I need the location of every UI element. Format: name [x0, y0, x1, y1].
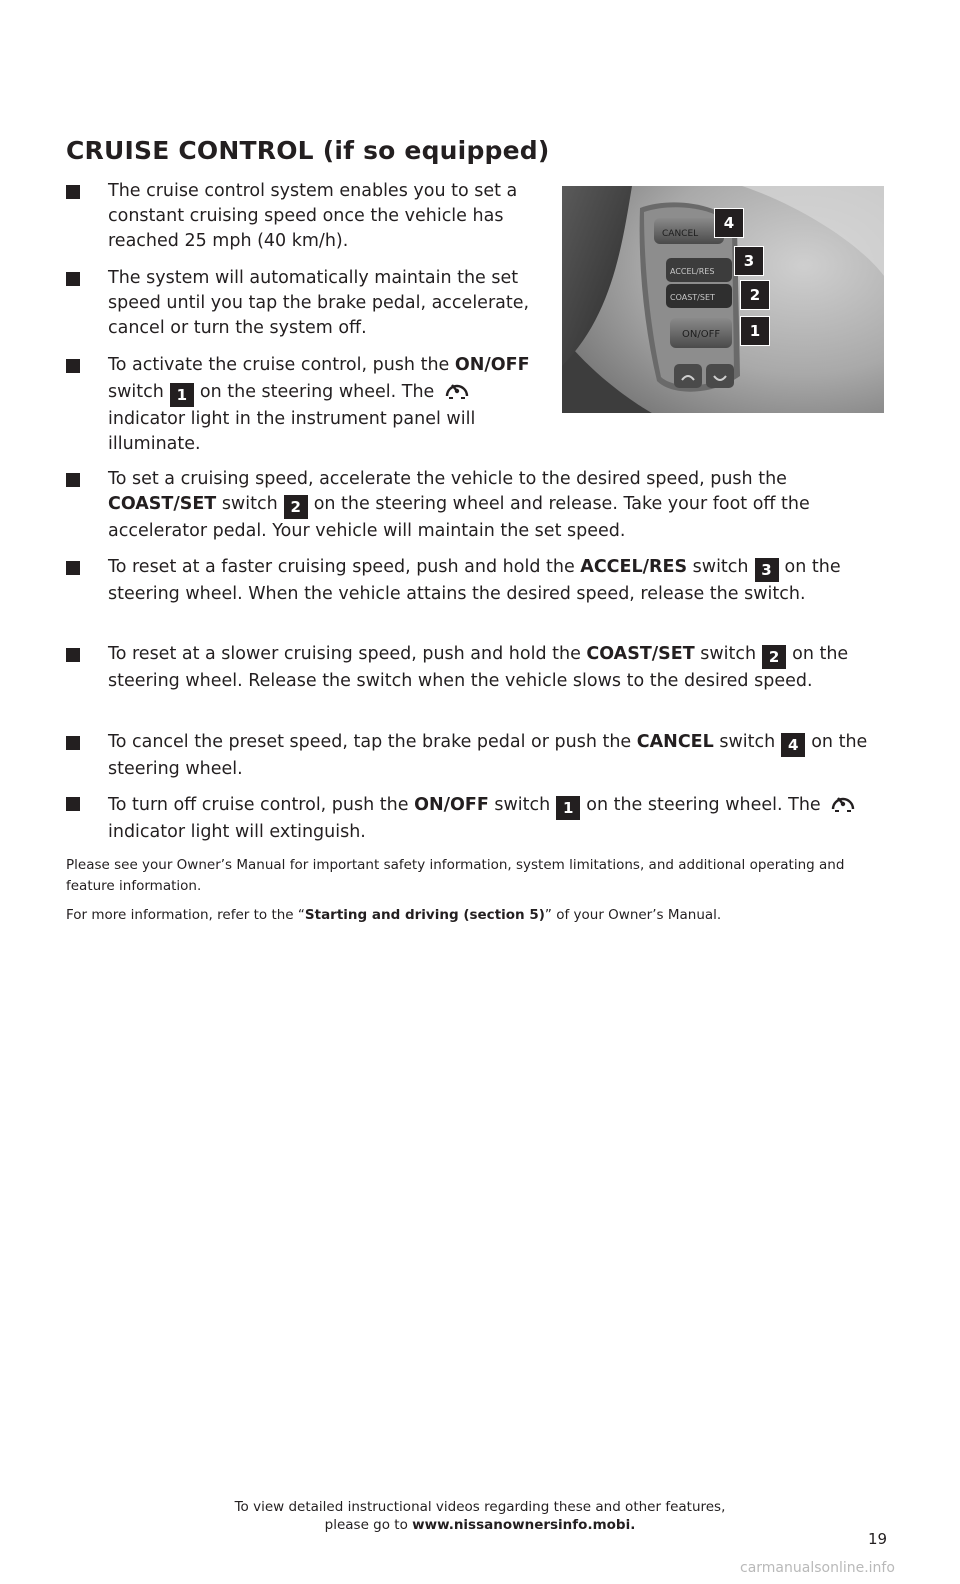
bullet-text: To reset at a faster cruising speed, push and hold the ACCEL/RES switch 3 on the steering wheel. When the vehicle attains the desired speed, release the switch.	[108, 557, 841, 604]
switch-name: ON/OFF	[414, 795, 489, 815]
bullet-square-icon	[66, 797, 80, 811]
on-off-label: ON/OFF	[682, 329, 721, 340]
switch-number-badge: 3	[755, 558, 779, 582]
bullet-item	[66, 266, 546, 341]
bullet-text: To set a cruising speed, accelerate the vehicle to the desired speed, push the COAST/SET switch 2 on the steering wheel and release. Take your foot off the accelerator pedal. Your vehicle will maintain the set speed.	[108, 469, 810, 541]
page-title: CRUISE CONTROL (if so equipped)	[66, 136, 550, 165]
bullet-text: The system will automatically maintain the set speed until you tap the brake pedal, accelerate, cancel or turn the system off.	[108, 268, 530, 338]
bullet-text: To cancel the preset speed, tap the brake pedal or push the CANCEL switch 4 on the steering wheel.	[108, 732, 868, 779]
coast-set-label: COAST/SET	[670, 293, 715, 302]
switch-name: ON/OFF	[454, 355, 530, 375]
switch-number-badge: 2	[284, 495, 308, 519]
callout-4: 4	[714, 208, 744, 238]
bullet-text: To activate the cruise control, push the ON/OFF switch 1 on the steering wheel. The indicator light in the instrument panel will illuminate.	[108, 355, 530, 454]
safety-note: Please see your Owner’s Manual for important safety information, system limitations, and additional operating and feature information.	[66, 857, 845, 894]
steering-wheel-switch-photo	[562, 186, 884, 413]
footer-line-2: please go to www.nissanownersinfo.mobi.	[324, 1517, 636, 1533]
switch-number-badge: 1	[556, 796, 580, 820]
bullet-item	[66, 555, 856, 607]
bullet-item	[66, 642, 856, 694]
switch-name: ACCEL/RES	[580, 557, 688, 577]
page-number: 19	[868, 1530, 888, 1548]
bullet-item	[66, 179, 546, 254]
bullet-square-icon	[66, 561, 80, 575]
callout-3: 3	[734, 246, 764, 276]
accel-res-label: ACCEL/RES	[670, 267, 715, 276]
bullet-item	[66, 353, 546, 457]
bullet-square-icon	[66, 648, 80, 662]
switch-name: CANCEL	[636, 732, 714, 752]
bullet-square-icon	[66, 473, 80, 487]
switch-number-badge: 1	[170, 383, 194, 407]
switch-number-badge: 4	[781, 733, 805, 757]
footer-link[interactable]: www.nissanownersinfo.mobi.	[412, 1517, 636, 1533]
switch-name: COAST/SET	[586, 644, 695, 664]
bullet-square-icon	[66, 272, 80, 286]
bullet-text: The cruise control system enables you to set a constant cruising speed once the vehicle has reached 25 mph (40 km/h).	[108, 181, 518, 251]
cruise-control-indicator-icon	[442, 378, 472, 402]
switch-name: COAST/SET	[108, 494, 217, 514]
bullet-item	[66, 730, 886, 782]
bullet-square-icon	[66, 185, 80, 199]
footer-line-1: To view detailed instructional videos regarding these and other features,	[234, 1499, 726, 1515]
bullet-square-icon	[66, 736, 80, 750]
bullet-item	[66, 791, 886, 845]
bullet-text: To turn off cruise control, push the ON/OFF switch 1 on the steering wheel. The indicator light will extinguish.	[108, 791, 886, 845]
reference-note: For more information, refer to the “Starting and driving (section 5)” of your Owner’s Manual.	[66, 907, 722, 923]
bullet-text: To reset at a slower cruising speed, push and hold the COAST/SET switch 2 on the steering wheel. Release the switch when the vehicle slows to the desired speed.	[108, 644, 849, 691]
callout-2: 2	[740, 280, 770, 310]
watermark: carmanualsonline.info	[740, 1560, 895, 1576]
switch-number-badge: 2	[762, 645, 786, 669]
bullet-square-icon	[66, 359, 80, 373]
callout-1: 1	[740, 316, 770, 346]
cancel-label: CANCEL	[662, 229, 699, 239]
section-reference: Starting and driving (section 5)	[304, 907, 545, 923]
bullet-item	[66, 467, 886, 544]
cruise-control-indicator-icon	[828, 791, 858, 815]
